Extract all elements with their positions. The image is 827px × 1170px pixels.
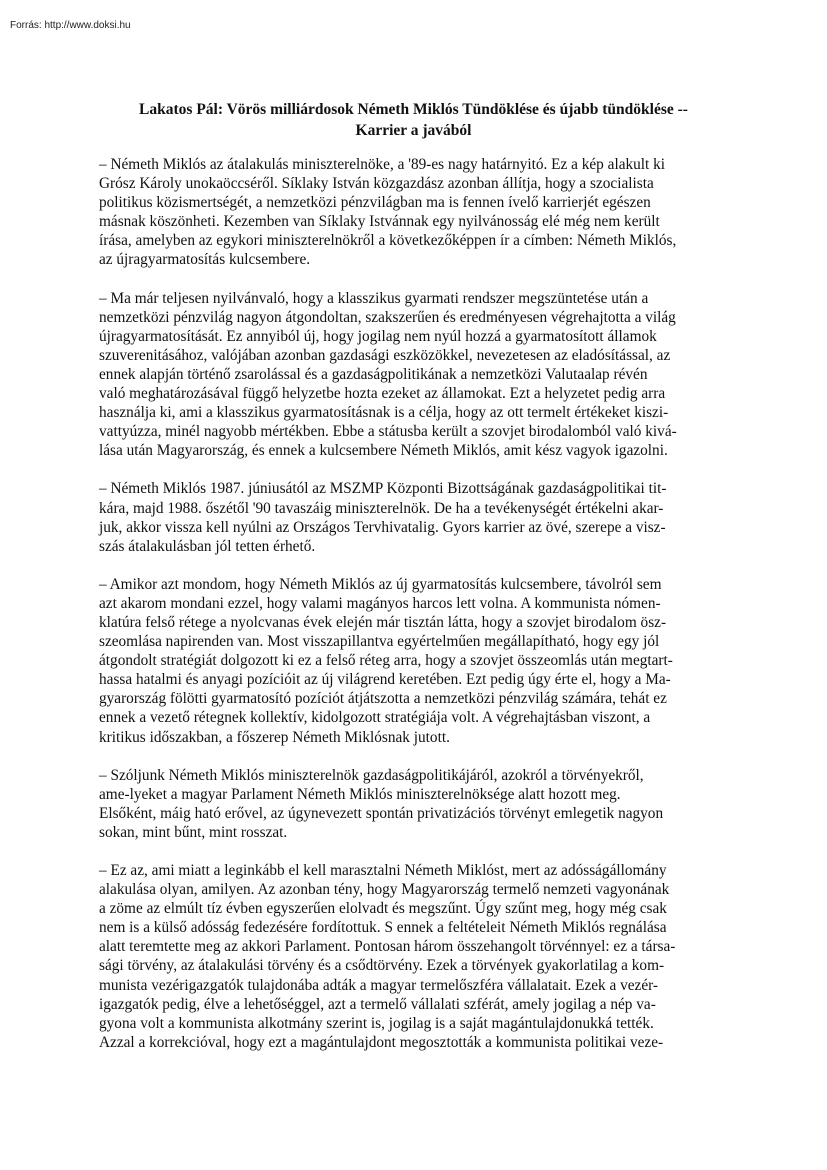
text-line: sági törvény, az átalakulási törvény és a csődtörvény. Ezek a törvények gyakorlatilag a kom- (99, 957, 665, 975)
title-line: Lakatos Pál: Vörös milliárdosok Németh Miklós Tündöklése és újabb tündöklése -- (139, 101, 688, 118)
source-label: Forrás: http://www.doksi.hu (10, 20, 131, 31)
text-line: sokan, mint bűnt, mint rosszat. (99, 823, 288, 841)
text-line: szás átalakulásban jól tetten érhető. (99, 537, 316, 555)
text-line: kára, majd 1988. őszétől '90 tavaszáig miniszterelnök. De ha a tevékenységét értékelni akar- (99, 499, 664, 517)
text-line: lása után Magyarország, és ennek a kulcsembere Németh Miklós, amit kész vagyok igazolni. (99, 442, 668, 460)
text-line: vattyúzza, minél nagyobb mértékben. Ebbe a státusba került a szovjet birodalomból való kivá- (99, 423, 677, 441)
text-line: alatt teremtette meg az akkori Parlament. Pontosan három összehangolt törvénnyel: ez a társa- (99, 938, 676, 956)
paragraph (99, 479, 729, 555)
paragraph (99, 861, 729, 1052)
text-line: – Ez az, ami miatt a leginkább el kell marasztalni Németh Miklóst, mert az adósságállomány (99, 862, 667, 879)
text-line: átgondolt stratégiát dolgozott ki ez a felső réteg arra, hogy a szovjet összeomlás után megtart- (99, 652, 673, 670)
text-line: Grósz Károly unokaöccséről. Síklaky István közgazdász azonban állítja, hogy a szocialista (99, 175, 654, 193)
text-line: való meghatározásával függő helyzetbe hozta ezeket az államokat. Ezt a helyzetet pedig arra (99, 385, 666, 403)
text-line: kritikus időszakban, a főszerep Németh Miklósnak jutott. (99, 728, 450, 746)
text-line: politikus közismertségét, a nemzetközi pénzvilágban ma is fennen ívelő karrierjét egészen (99, 194, 651, 212)
text-line: – Ma már teljesen nyilvánvaló, hogy a klasszikus gyarmati rendszer megszüntetése után a (99, 289, 649, 307)
text-line: másnak köszönheti. Kezemben van Síklaky Istvánnak egy nyilvánosság elé még nem került (99, 213, 660, 231)
text-line: újragyarmatosítását. Ez annyiból új, hogy jogilag nem nyúl hozzá a gyarmatosított államok (99, 327, 657, 345)
text-line: alakulása olyan, amilyen. Az azonban tény, hogy Magyarország termelő nemzeti vagyonának (99, 881, 670, 899)
text-line: juk, akkor vissza kell nyúlni az Országos Tervhivatalig. Gyors karrier az övé, szerepe a visz- (99, 518, 666, 536)
text-line: – Szóljunk Németh Miklós miniszterelnök gazdaságpolitikájáról, azokról a törvényekről, (99, 766, 644, 784)
text-line: Azzal a korrekcióval, hogy ezt a magántulajdont megosztották a kommunista politikai veze- (99, 1033, 664, 1051)
text-line: használja ki, ami a klasszikus gyarmatosításnak is a célja, hogy az ott termelt értékeket kiszi- (99, 404, 669, 422)
text-line: ame-lyeket a magyar Parlament Németh Miklós miniszterelnöksége alatt hozott meg. (99, 785, 621, 803)
text-line: igazgatók pedig, élve a lehetőséggel, azt a termelő vállalati szférát, amely jogilag a nép va- (99, 995, 656, 1013)
text-line: – Németh Miklós 1987. júniusától az MSZMP Központi Bizottságának gazdaságpolitikai tit- (99, 480, 667, 498)
text-line: a zöme az elmúlt tíz évben egyszerűen elolvadt és megszűnt. Úgy szűnt meg, hogy még csak (99, 900, 667, 918)
text-line: az újragyarmatosítás kulcsembere. (99, 251, 311, 269)
article-body (99, 155, 729, 1071)
text-line: szuverenitásához, valójában azonban gazdasági eszközökkel, nevezetesen az eladósítással, az (99, 346, 671, 364)
title-line: Karrier a javából (355, 122, 472, 139)
paragraph (99, 575, 729, 747)
text-line: – Németh Miklós az átalakulás miniszterelnöke, a '89-es nagy határnyitó. Ez a kép alakult ki (99, 156, 666, 173)
text-line: szeomlása napirenden van. Most visszapillantva egyértelműen megállapítható, hogy egy jól (99, 633, 660, 651)
paragraph (99, 766, 729, 842)
text-line: írása, amelyben az egykori miniszterelnökről a következőképpen ír a címben: Németh Miklós, (99, 232, 677, 250)
text-line: azt akarom mondani ezzel, hogy valami magányos harcos lett volna. A kommunista nómen- (99, 594, 661, 612)
paragraph (99, 289, 729, 461)
text-line: klatúra felső rétege a nyolcvanas évek elején már tisztán látta, hogy a szovjet birodalom ösz- (99, 613, 667, 631)
text-line: ennek alapján történő zsarolással és a gazdaságpolitikának a nemzetközi Valutaalap révén (99, 365, 648, 383)
page-title (100, 99, 727, 141)
text-line: gyona volt a kommunista alkotmány szerint is, jogilag is a saját magántulajdonukká tették. (99, 1014, 654, 1032)
text-line: – Amikor azt mondom, hogy Németh Miklós az új gyarmatosítás kulcsembere, távolról sem (99, 575, 662, 593)
text-line: nem is a külső adósság fedezésére fordítottuk. S ennek a feltételeit Németh Miklós regnálása (99, 919, 667, 937)
text-line: munista vezérigazgatók tulajdonába adták a magyar termelőszféra vállalatait. Ezek a vezér- (99, 976, 659, 994)
text-line: ennek a vezető rétegnek kollektív, kidolgozott stratégiája volt. A végrehajtásban viszont, a (99, 709, 651, 727)
text-line: hassa hatalmi és anyagi pozícióit az új világrend keretében. Ezt pedig úgy érte el, hogy a Ma- (99, 671, 671, 689)
text-line: Elsőként, máig ható erővel, az úgynevezett spontán privatizációs törvényt emlegetik nagyon (99, 804, 664, 822)
text-line: nemzetközi pénzvilág nagyon átgondoltan, szakszerűen és eredményesen végrehajtotta a világ (99, 308, 676, 326)
paragraph (99, 155, 729, 270)
text-line: gyarország fölötti gyarmatosító pozíciót átjátszotta a nemzetközi pénzvilág számára, tehát ez (99, 690, 667, 708)
